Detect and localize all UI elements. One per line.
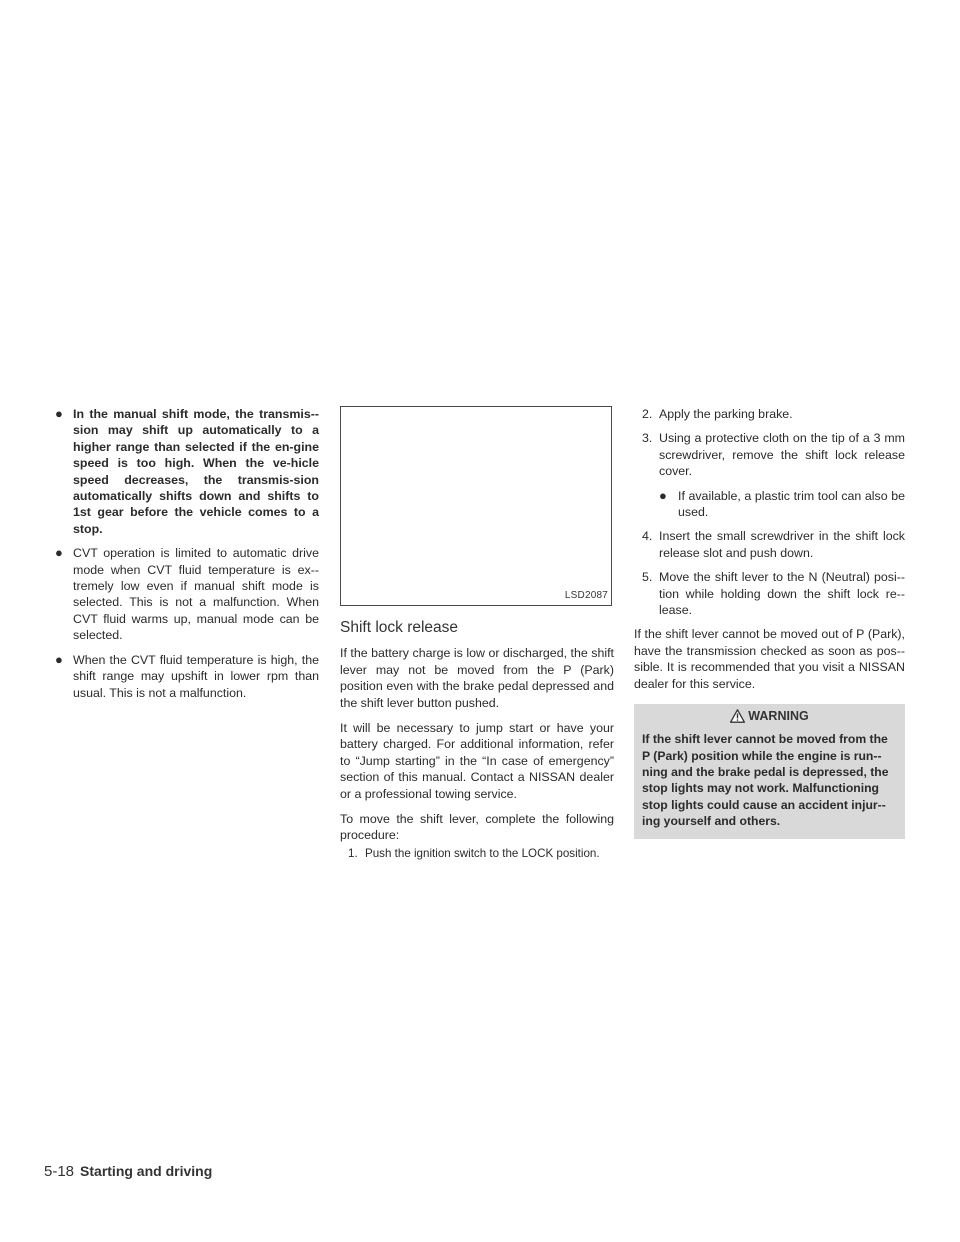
page-footer bbox=[44, 1163, 212, 1180]
step-number: 4. bbox=[642, 529, 653, 544]
right-column bbox=[634, 406, 905, 839]
bullet-dot-icon: ● bbox=[55, 651, 63, 667]
bullet-text: When the CVT fluid temperature is high, the shift range may upshift in lower rpm than usual. This is not a malfunction. bbox=[73, 652, 319, 700]
bullet-manual-shift bbox=[55, 406, 319, 537]
warning-header bbox=[642, 704, 897, 728]
step-number: 5. bbox=[642, 570, 653, 585]
left-column bbox=[55, 406, 319, 709]
bullet-dot-icon: ● bbox=[659, 487, 667, 503]
step-text: Insert the small screwdriver in the shift lock release slot and push down. bbox=[659, 529, 905, 560]
footer-section-name: Starting and driving bbox=[80, 1163, 213, 1179]
bullet-text: CVT operation is limited to automatic drive mode when CVT fluid temperature is ex-tremely low even if manual shift mode is selected. This is not a malfunction. When CVT fluid warms up, manual mode can be selected. bbox=[73, 546, 319, 643]
paragraph-transmission-check: If the shift lever cannot be moved out of P (Park), have the transmission checked as soon as pos-sible. It is recommended that you visit a NISSAN dealer for this service. bbox=[634, 627, 905, 691]
illustration-frame bbox=[340, 406, 612, 606]
step-number: 2. bbox=[642, 407, 653, 421]
sub-bullet-text: If available, a plastic trim tool can also be used. bbox=[678, 488, 905, 520]
warning-title: WARNING bbox=[748, 708, 809, 723]
paragraph-battery: If the battery charge is low or discharged, the shift lever may not be moved from the P (Park) position even with the brake pedal depressed and the shift lever button pushed. bbox=[340, 646, 614, 710]
figure-code: LSD2087 bbox=[564, 589, 608, 601]
page-number: 5-18 bbox=[44, 1163, 75, 1180]
warning-box bbox=[634, 704, 905, 838]
sub-bullet-trim-tool bbox=[634, 488, 905, 521]
procedure-step-1 bbox=[340, 846, 614, 862]
step-text: Using a protective cloth on the tip of a 3 mm screwdriver, remove the shift lock release cover. bbox=[659, 431, 905, 479]
bullet-text: In the manual shift mode, the transmis-sion may shift up automatically to a higher range than selected if the en-gine speed is too high. When the ve-hicle speed decreases, the transmis-sion automatically shifts down and shifts to 1st gear before the vehicle comes to a stop. bbox=[73, 407, 319, 536]
step-text: Push the ignition switch to the LOCK position. bbox=[365, 846, 600, 860]
step-number: 1. bbox=[348, 846, 358, 860]
paragraph-procedure-intro: To move the shift lever, complete the following procedure: bbox=[340, 812, 614, 843]
bullet-cvt-low-temp bbox=[55, 545, 319, 643]
procedure-step-5 bbox=[634, 569, 905, 618]
bullet-dot-icon: ● bbox=[55, 545, 63, 561]
warning-triangle-icon bbox=[730, 709, 745, 723]
procedure-step-2 bbox=[634, 406, 905, 422]
bullet-cvt-high-temp bbox=[55, 652, 319, 701]
section-heading: Shift lock release bbox=[340, 619, 459, 636]
procedure-step-4 bbox=[634, 528, 905, 561]
step-text: Move the shift lever to the N (Neutral) posi-tion while holding down the shift lock re-lease. bbox=[659, 570, 905, 618]
step-text: Apply the parking brake. bbox=[659, 407, 793, 421]
middle-column bbox=[340, 406, 614, 870]
warning-text: If the shift lever cannot be moved from the P (Park) position while the engine is run-ning and the brake pedal is depressed, the stop lights may not work. Malfunctioning stop lights could cause an accident injur-ing yourself and others. bbox=[642, 732, 889, 829]
step-number: 3. bbox=[642, 431, 653, 446]
bullet-dot-icon: ● bbox=[55, 406, 63, 421]
procedure-step-3 bbox=[634, 430, 905, 479]
paragraph-jump-start: It will be necessary to jump start or have your battery charged. For additional information, refer to “Jump starting” in the “In case of emergency” section of this manual. Contact a NISSAN dealer or a professional towing service. bbox=[340, 721, 614, 801]
